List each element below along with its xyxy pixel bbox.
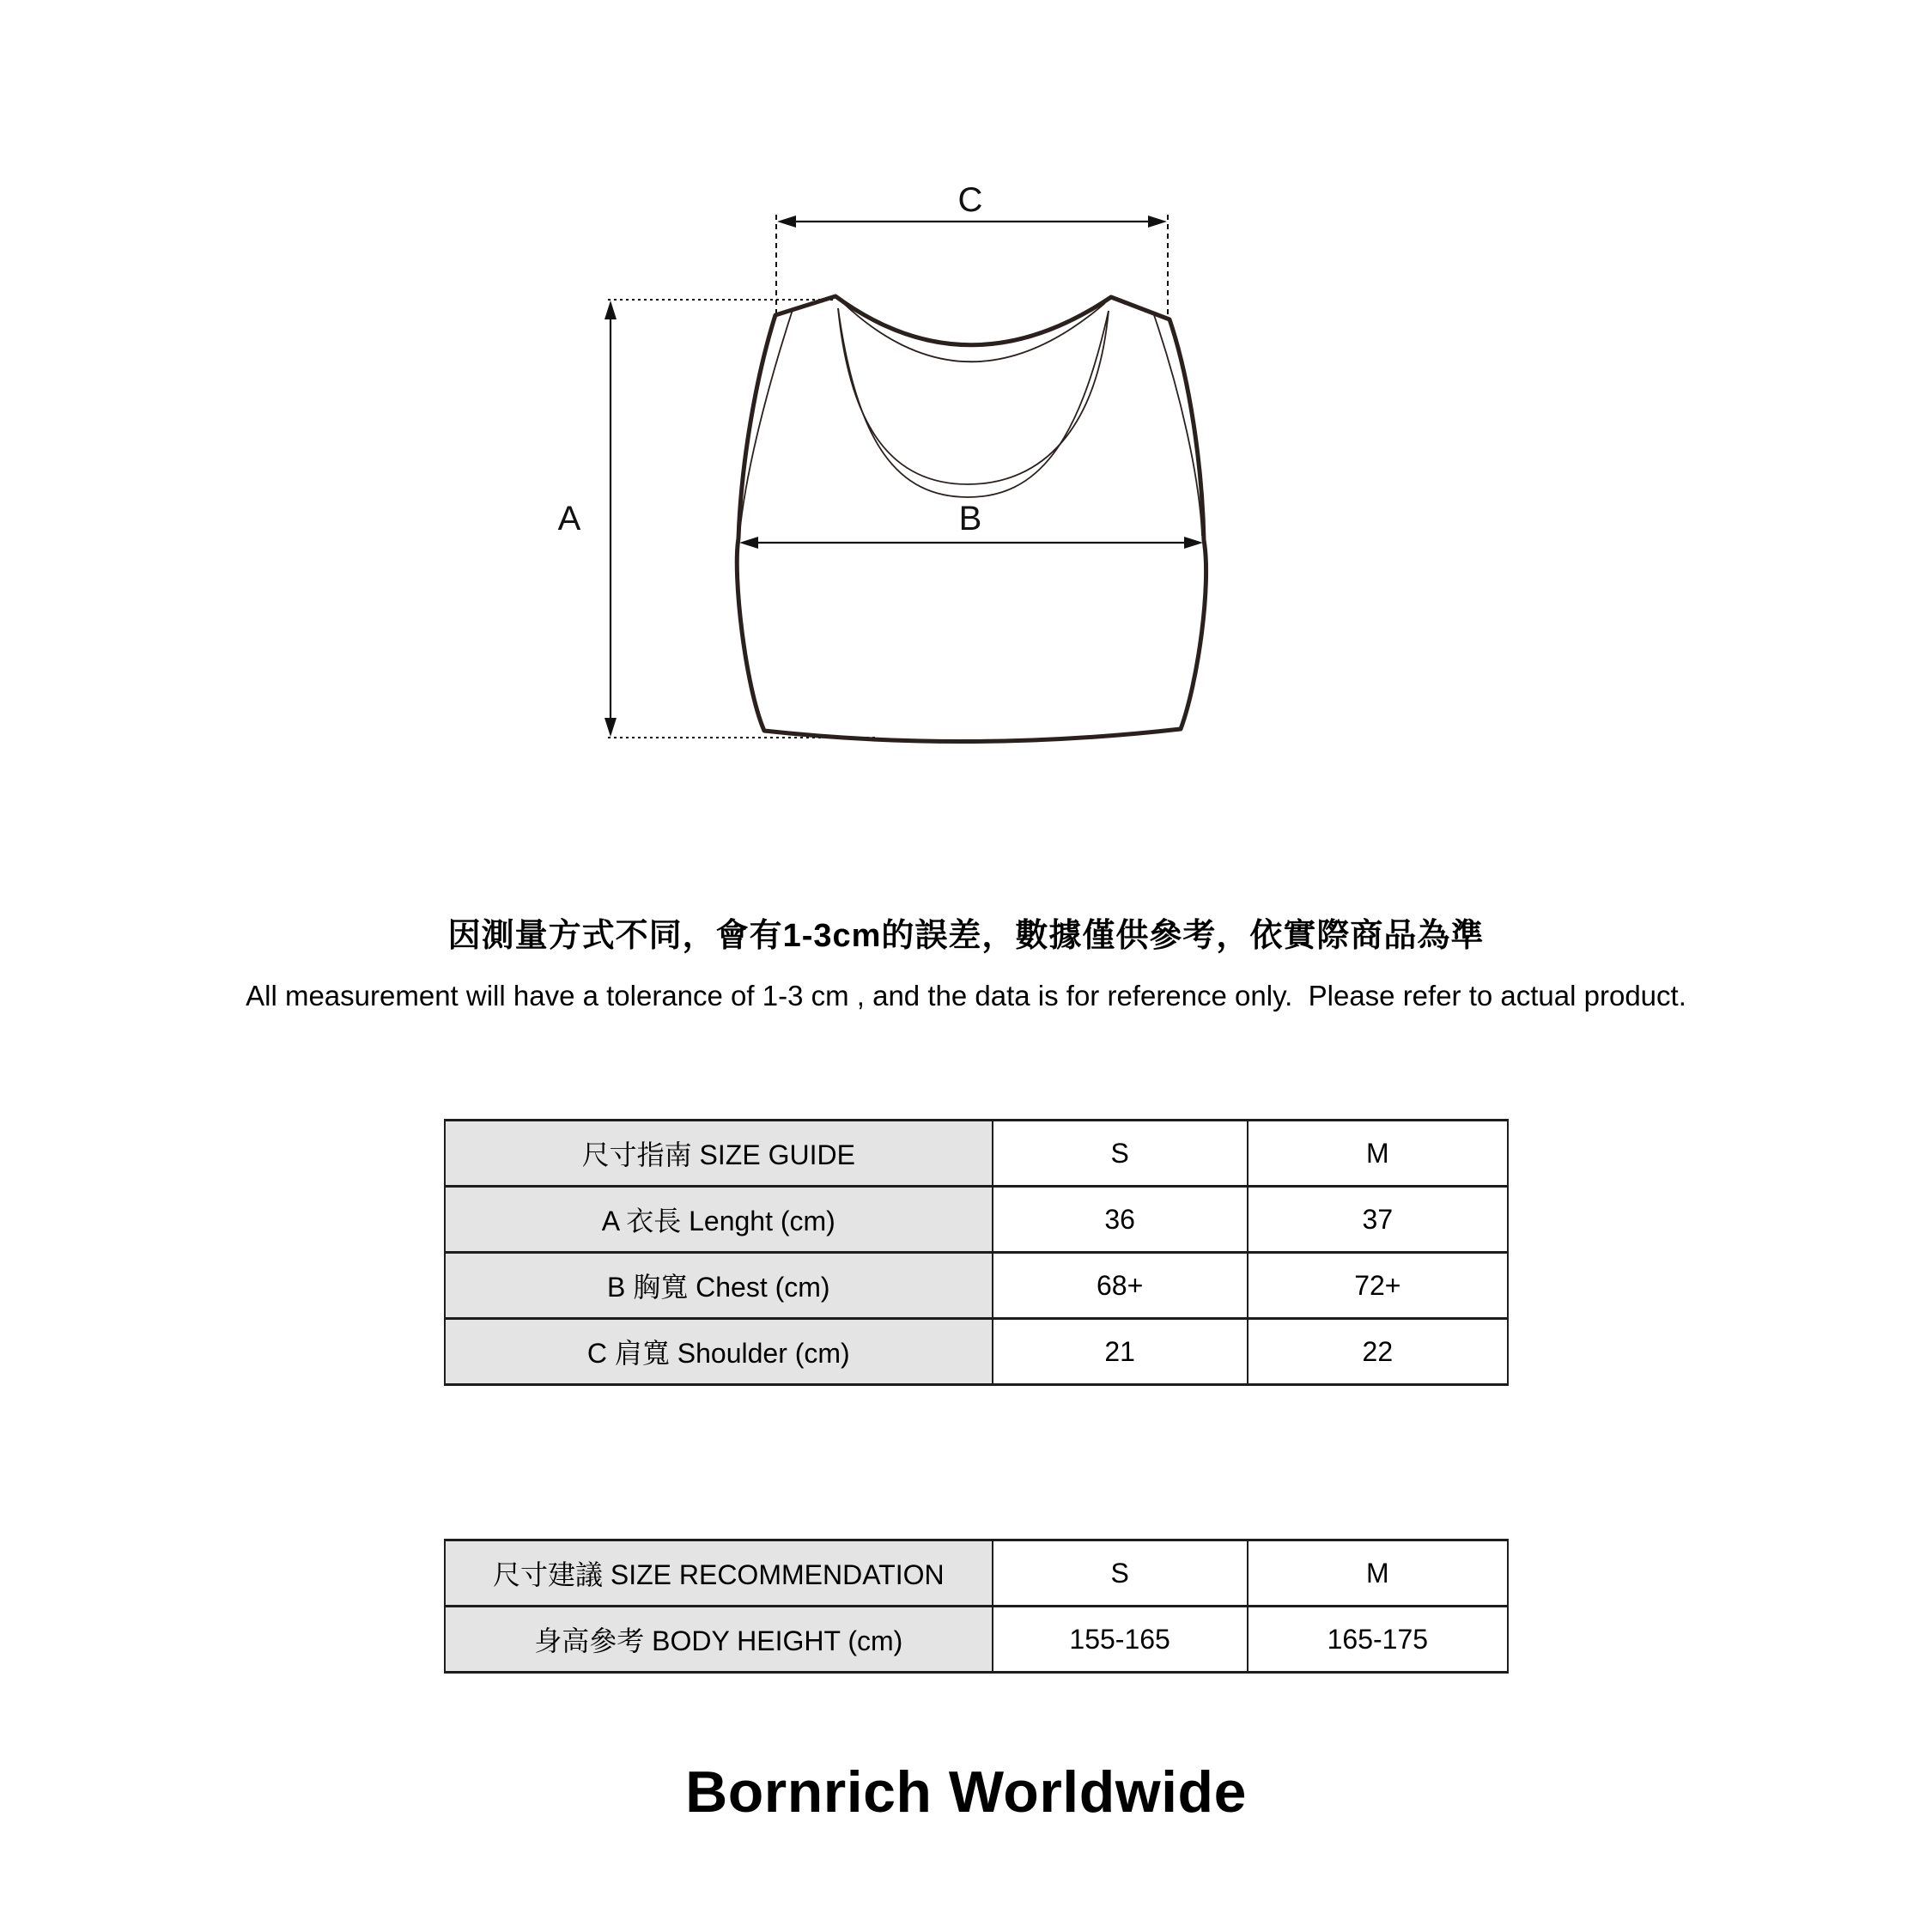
table-row xyxy=(445,1607,1508,1673)
table-row xyxy=(445,1253,1508,1319)
value-height-s: 155-165 xyxy=(993,1607,1248,1673)
label-b: B xyxy=(958,500,982,538)
arrowhead-right-icon xyxy=(1184,537,1203,549)
value-height-m: 165-175 xyxy=(1248,1607,1508,1673)
value-shoulder-m: 22 xyxy=(1248,1319,1508,1385)
row-label-length: A 衣長 Lenght (cm) xyxy=(445,1187,993,1253)
table-title-cell: 尺寸建議 SIZE RECOMMENDATION xyxy=(445,1540,993,1607)
column-header-m: M xyxy=(1248,1540,1508,1607)
arrowhead-up-icon xyxy=(605,301,617,319)
front-scoop-line xyxy=(838,308,1109,484)
measure-arrow-a xyxy=(605,301,617,737)
label-c: C xyxy=(957,181,983,219)
arrowhead-right-icon xyxy=(1148,216,1167,228)
column-header-s: S xyxy=(993,1121,1248,1187)
arrowhead-left-icon xyxy=(739,537,758,549)
value-chest-m: 72+ xyxy=(1248,1253,1508,1319)
row-label-shoulder: C 肩寬 Shoulder (cm) xyxy=(445,1319,993,1385)
value-length-m: 37 xyxy=(1248,1187,1508,1253)
table-header-row xyxy=(445,1540,1508,1607)
column-header-m: M xyxy=(1248,1121,1508,1187)
row-label-body-height: 身高參考 BODY HEIGHT (cm) xyxy=(445,1607,993,1673)
table-row xyxy=(445,1187,1508,1253)
back-neck-trim-line xyxy=(842,302,1105,361)
value-shoulder-s: 21 xyxy=(993,1319,1248,1385)
value-length-s: 36 xyxy=(993,1187,1248,1253)
table-header-row xyxy=(445,1121,1508,1187)
table-title-cell: 尺寸指南 SIZE GUIDE xyxy=(445,1121,993,1187)
tolerance-note-en: All measurement will have a tolerance of 1-3 cm , and the data is for reference only. Please refer to actual product. xyxy=(246,980,1686,1012)
garment-diagram xyxy=(550,172,1219,859)
measure-arrow-b xyxy=(739,537,1203,549)
column-header-s: S xyxy=(993,1540,1248,1607)
brand-text: Bornrich Worldwide xyxy=(685,1759,1247,1825)
row-label-chest: B 胸寬 Chest (cm) xyxy=(445,1253,993,1319)
size-recommendation-table xyxy=(444,1539,1509,1674)
tolerance-note-zh: 因測量方式不同，會有1-3cm的誤差，數據僅供參考，依實際商品為準 xyxy=(447,918,1485,954)
arrowhead-left-icon xyxy=(777,216,796,228)
front-scoop-trim-line xyxy=(838,308,1109,497)
size-guide-table xyxy=(444,1119,1509,1386)
label-a: A xyxy=(557,500,581,538)
value-chest-s: 68+ xyxy=(993,1253,1248,1319)
arrowhead-down-icon xyxy=(605,718,617,737)
table-row xyxy=(445,1319,1508,1385)
